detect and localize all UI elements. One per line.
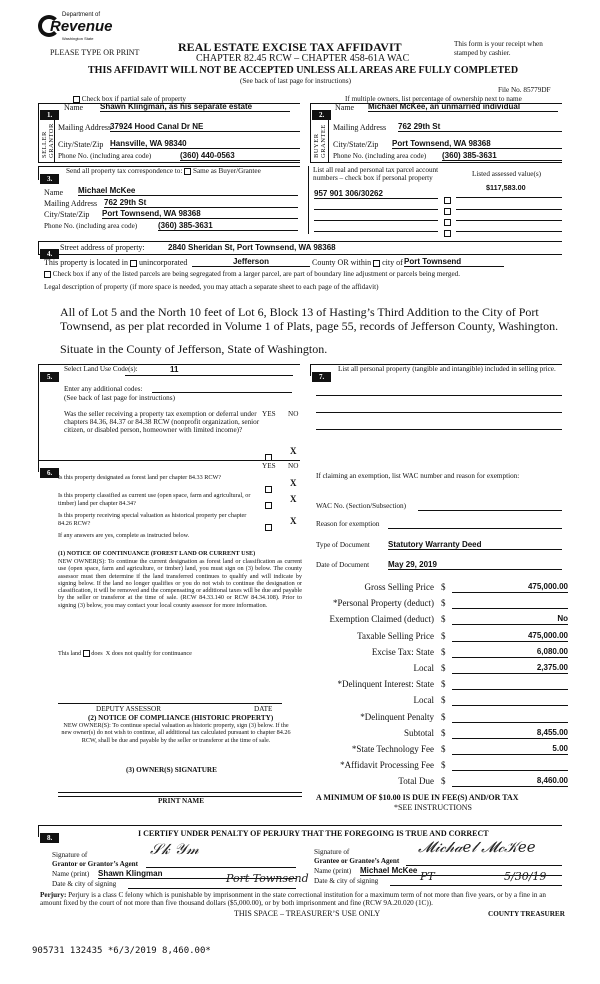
- tax-row-label: *Delinquent Interest: State: [337, 679, 434, 689]
- current-use-question: Is this property classified as current use (open space, farm and agricultural, or timber) land per chapter 84.34?: [58, 492, 251, 507]
- section-number: 1.: [40, 110, 59, 120]
- within: within: [350, 258, 372, 267]
- grantee-sig-date[interactable]: 5/30/19: [504, 870, 547, 883]
- seller-name-label: Name: [64, 103, 84, 112]
- cashier-stamp: 905731 132435 *6/3/2019 8,460.00*: [32, 946, 211, 956]
- street-value[interactable]: 2840 Sheridan St, Port Townsend, WA 98368: [168, 243, 336, 252]
- county-treasurer: COUNTY TREASURER: [488, 910, 565, 918]
- tax-row-value[interactable]: 8,460.00: [452, 776, 568, 787]
- does-label: does: [91, 650, 103, 657]
- grantor-name-value[interactable]: Shawn Klingman: [98, 869, 296, 879]
- tax-row-currency: $: [441, 679, 446, 689]
- file-number: File No. 85779DF: [498, 86, 551, 94]
- buyer-name-label: Name: [335, 103, 355, 112]
- tax-row-label: Exemption Claimed (deduct): [329, 614, 434, 624]
- tax-row-currency: $: [441, 744, 446, 754]
- doc-type-label: Type of Document: [316, 541, 370, 549]
- grantee-sig-label-2: Grantee or Grantee’s Agent: [314, 857, 400, 865]
- tax-row-currency: $: [441, 728, 446, 738]
- tax-row-value[interactable]: No: [452, 614, 568, 625]
- perjury-text: Perjury is a class C felony which is punishable by imprisonment in the state correctional institution for a maximum term of not more than five years, or by a fine in an amount fixed by the court of not more than five thousand dollars ($5,000.00), or by both imprisonment and fine (RCW 9A.20.020 (1C)).: [40, 891, 546, 907]
- doc-date-value[interactable]: May 29, 2019: [388, 560, 562, 570]
- tax-row-label: Excise Tax: State: [371, 647, 434, 657]
- multiple-owners-note: If multiple owners, list percentage of ownership next to name: [345, 95, 522, 103]
- buyer-address-value[interactable]: 762 29th St: [398, 122, 562, 132]
- notice1-title: (1) NOTICE OF CONTINUANCE (FOREST LAND OR CURRENT USE): [58, 550, 256, 557]
- section-number: 7.: [312, 372, 331, 382]
- forest-land-question: Is this property designated as forest land per chapter 84.33 RCW?: [58, 474, 222, 481]
- section-number: 4.: [40, 249, 59, 259]
- grantor-date-city[interactable]: Port Townsend: [226, 872, 309, 885]
- buyer-city-label: City/State/Zip: [333, 140, 379, 149]
- assessed-label: Listed assessed value(s): [472, 170, 542, 178]
- tax-row-value[interactable]: [452, 679, 568, 690]
- q3-no-answer[interactable]: X: [290, 516, 297, 526]
- wac-no-label: WAC No. (Section/Subsection): [316, 502, 407, 510]
- agency-line: Department of: [62, 12, 101, 18]
- located-prefix: This property is located in: [44, 258, 128, 267]
- seller-city-value[interactable]: Hansville, WA 98340: [110, 139, 300, 149]
- tax-row-label: Local: [413, 695, 434, 705]
- legal-description[interactable]: All of Lot 5 and the North 10 feet of Lot 6, Block 13 of Hasting’s Third Addition to the City of Port Townsend, as per plat recorded in Volume 1 of Plats, page 55, records of Jefferson County, Washington.: [60, 305, 559, 333]
- print-name-label: PRINT NAME: [158, 797, 204, 805]
- partial-sale-label: Check box if partial sale of property: [81, 95, 186, 103]
- warning-banner: THIS AFFIDAVIT WILL NOT BE ACCEPTED UNLESS ALL AREAS ARE FULLY COMPLETED: [88, 65, 519, 76]
- section-number: 8.: [40, 833, 59, 843]
- print-note: PLEASE TYPE OR PRINT: [50, 48, 140, 57]
- same-as-checkbox[interactable]: [184, 168, 191, 175]
- tax-row-label: Local: [413, 663, 434, 673]
- county-or-line: [312, 258, 403, 267]
- correspondence-text: Send all property tax correspondence to:: [66, 167, 183, 175]
- yes-header-6: YES: [262, 462, 276, 470]
- parcels-label: List all real and personal tax parcel account numbers – check box if personal property: [313, 166, 439, 182]
- corr-city-label: City/State/Zip: [44, 210, 90, 219]
- located-line: [44, 258, 187, 267]
- county-value[interactable]: Jefferson: [192, 257, 310, 267]
- checkbox-icon[interactable]: [73, 96, 80, 103]
- section-number: 6.: [40, 468, 59, 478]
- answers-note: If any answers are yes, complete as instructed below.: [58, 532, 190, 539]
- corr-phone-label: Phone No. (including area code): [44, 222, 138, 230]
- deputy-assessor-label: DEPUTY ASSESSOR: [96, 705, 162, 713]
- perjury-label: Perjury:: [40, 891, 67, 899]
- tax-row-currency: $: [441, 695, 446, 705]
- doc-type-value[interactable]: Statutory Warranty Deed: [388, 540, 562, 550]
- section-number: 3.: [40, 174, 59, 184]
- land-use-value[interactable]: 11: [170, 365, 179, 374]
- section-number: 2.: [312, 110, 331, 120]
- tax-row-value[interactable]: 6,080.00: [452, 647, 568, 658]
- tax-row-value[interactable]: 475,000.00: [452, 631, 568, 642]
- parcel-checkbox-4[interactable]: [444, 224, 451, 242]
- notice2-title: (2) NOTICE OF COMPLIANCE (HISTORIC PROPERTY): [88, 714, 274, 722]
- exemption-no-answer[interactable]: X: [290, 446, 297, 456]
- tax-row-currency: $: [441, 614, 446, 624]
- section-number: 5.: [40, 372, 59, 382]
- tax-row-value[interactable]: [452, 712, 568, 723]
- county-or: County OR: [312, 258, 349, 267]
- seller-phone-label: Phone No. (including area code): [58, 152, 152, 160]
- doc-date-label: Date of Document: [316, 561, 370, 569]
- corr-phone-value[interactable]: (360) 385-3631: [158, 221, 298, 231]
- date-label: DATE: [254, 705, 273, 713]
- tax-row-value[interactable]: [452, 695, 568, 706]
- tax-row-currency: $: [441, 647, 446, 657]
- tax-row-currency: $: [441, 712, 446, 722]
- grantor-sig-label-2: Grantor or Grantor’s Agent: [52, 860, 139, 868]
- agency-state: Washington State: [62, 36, 94, 41]
- seller-address-label: Mailing Address: [58, 123, 112, 132]
- corr-address-label: Mailing Address: [44, 199, 98, 208]
- tax-row-currency: $: [441, 598, 446, 608]
- exemption-question: Was the seller receiving a property tax exemption or deferral under chapters 84.36, 84.37 or 84.38 RCW (nonprofit organization, senior citizen, or disabled person, homeowner with limited income)?: [64, 410, 260, 434]
- correspondence-label: [66, 167, 261, 175]
- seller-name-value[interactable]: Shawn Klingman, as his separate estate: [100, 102, 290, 112]
- notice1-text: NEW OWNER(S): To continue the current designation as forest land or classification as current use (open space, farm and agriculture, or timber) land, you must sign on (3) below. The county assessor must then determine if the land transferred continues to qualify and will indicate by signing below. If the land no longer qualifies or you do not wish to continue the designation or classification, it will be removed and the compensating or additional taxes will be due and payable by the seller or transferor at the time of sale. (RCW 84.33.140 or RCW 84.34.108). Prior to signing (3) below, you may contact your local county assessor for more information.: [58, 558, 302, 609]
- unincorporated-checkbox[interactable]: [130, 260, 137, 267]
- unincorporated-label: unincorporated: [138, 258, 188, 267]
- assessed-value[interactable]: $117,583.00: [486, 183, 526, 192]
- tax-row-currency: $: [441, 776, 446, 786]
- tax-row-value[interactable]: 5.00: [452, 744, 568, 755]
- tax-row-currency: $: [441, 760, 446, 770]
- situate-text[interactable]: Situate in the County of Jefferson, State of Washington.: [60, 342, 328, 356]
- buyer-phone-value[interactable]: (360) 385-3631: [442, 151, 562, 161]
- grantor-date-label: Date & city of signing: [52, 880, 117, 888]
- does-checkbox[interactable]: [83, 650, 90, 657]
- agency-name: Revenue: [50, 18, 113, 35]
- tax-row-value[interactable]: 2,375.00: [452, 663, 568, 674]
- grantor-name-label: Name (print): [52, 870, 90, 878]
- seller-side-label: SELLER GRANTOR: [41, 123, 55, 158]
- grantee-name-value[interactable]: Michael McKee: [360, 866, 562, 876]
- land-use-label: Select Land Use Code(s):: [64, 365, 138, 373]
- city-value[interactable]: Port Townsend: [404, 257, 504, 267]
- tax-row-label: *Delinquent Penalty: [360, 712, 434, 722]
- reason-label: Reason for exemption: [316, 520, 380, 528]
- tax-row-label: Total Due: [398, 776, 434, 786]
- tax-row-value[interactable]: 475,000.00: [452, 582, 568, 593]
- exemption-wac-label: If claiming an exemption, list WAC number and reason for exemption:: [316, 472, 520, 480]
- buyer-name-value[interactable]: Michael McKee, an unmarried individual: [368, 102, 558, 112]
- tax-row-currency: $: [441, 663, 446, 673]
- additional-codes-label: Enter any additional codes:: [64, 385, 143, 393]
- corr-name-value[interactable]: Michael McKee: [78, 186, 298, 196]
- city-checkbox[interactable]: [373, 260, 380, 267]
- tax-row-label: *State Technology Fee: [351, 744, 434, 754]
- corr-city-value[interactable]: Port Townsend, WA 98368: [102, 209, 298, 219]
- owner-signature-label: (3) OWNER(S) SIGNATURE: [126, 766, 217, 774]
- does-not-label: X does not: [105, 650, 133, 657]
- grantee-date-label: Date & city of signing: [314, 877, 379, 885]
- grantee-sig-place[interactable]: PT: [420, 870, 435, 883]
- see-instructions: *SEE INSTRUCTIONS: [394, 803, 473, 812]
- tax-row-value[interactable]: 8,455.00: [452, 728, 568, 739]
- tax-row-label: *Personal Property (deduct): [333, 598, 434, 608]
- no-header-6: NO: [288, 462, 299, 470]
- q2-yes-box[interactable]: [265, 496, 272, 514]
- tax-row-label: Subtotal: [403, 728, 434, 738]
- no-header: NO: [288, 410, 299, 418]
- certify-text: I CERTIFY UNDER PENALTY OF PERJURY THAT THE FOREGOING IS TRUE AND CORRECT: [138, 829, 489, 838]
- q1-no-answer[interactable]: X: [290, 478, 297, 488]
- see-back-5: (See back of last page for instructions): [64, 394, 175, 402]
- personal-property-label: List all personal property (tangible and intangible) included in selling price.: [338, 365, 556, 373]
- street-label: Street address of property:: [60, 243, 145, 252]
- this-land: This land: [58, 650, 82, 657]
- buyer-city-value[interactable]: Port Townsend, WA 98368: [392, 139, 562, 149]
- tax-row-currency: $: [441, 631, 446, 641]
- tax-row-currency: $: [441, 582, 446, 592]
- city-of: city of: [382, 258, 403, 267]
- parcel-number[interactable]: 957 901 306/30262: [314, 189, 438, 199]
- receipt-note: This form is your receipt when stamped by cashier.: [454, 40, 543, 57]
- minimum-fee-note: A MINIMUM OF $10.00 IS DUE IN FEE(S) AND/OR TAX: [316, 793, 519, 802]
- form-title: REAL ESTATE EXCISE TAX AFFIDAVIT: [178, 40, 402, 54]
- q3-yes-box[interactable]: [265, 518, 272, 536]
- grantee-name-label: Name (print): [314, 867, 352, 875]
- segregated-label: Check box if any of the listed parcels are being segregated from a larger parcel, are part of boundary line adjustment or parcels being merged.: [52, 270, 461, 278]
- historic-question: Is this property receiving special valuation as historical property per chapter 84.26 RCW?: [58, 512, 247, 527]
- grantee-signature[interactable]: 𝓜𝒾𝒸𝒽𝒶𝑒𝓁 𝓜𝒸𝒦𝑒𝑒: [418, 838, 536, 856]
- corr-address-value[interactable]: 762 29th St: [104, 198, 298, 208]
- tax-row-label: Taxable Selling Price: [357, 631, 434, 641]
- corr-name-label: Name: [44, 188, 64, 197]
- grantee-sig-label-1: Signature of: [314, 848, 350, 856]
- form-chapter: CHAPTER 82.45 RCW – CHAPTER 458-61A WAC: [196, 53, 410, 64]
- buyer-side-label: BUYER GRANTEE: [313, 124, 327, 158]
- tax-row-value[interactable]: [452, 598, 568, 609]
- yes-header: YES: [262, 410, 276, 418]
- tax-row-value[interactable]: [452, 760, 568, 771]
- q2-no-answer[interactable]: X: [290, 494, 297, 504]
- grantor-signature[interactable]: 𝒮𝓀 𝒴𝓂: [150, 840, 199, 858]
- seller-address-value[interactable]: 37924 Hood Canal Dr NE: [110, 122, 300, 132]
- notice2-text: NEW OWNER(S): To continue special valuation as historic property, sign (3) below. If the new owner(s) do not wish to continue, all additional tax calculated pursuant to chapter 84.26 RCW, shall be due and payable by the seller or transferor at the time of sale.: [61, 722, 291, 744]
- revenue-logo: [38, 12, 113, 42]
- treasurer-space: THIS SPACE – TREASURER’S USE ONLY: [234, 909, 381, 918]
- seller-phone-value[interactable]: (360) 440-0563: [180, 151, 300, 161]
- legal-label: Legal description of property (if more space is needed, you may attach a separate sheet to each page of the affidavit): [44, 283, 379, 291]
- perjury-note: [40, 891, 564, 907]
- tax-row-label: Gross Selling Price: [364, 582, 434, 592]
- seller-city-label: City/State/Zip: [58, 140, 104, 149]
- tax-row-label: *Affidavit Processing Fee: [340, 760, 434, 770]
- same-as-label: Same as Buyer/Grantee: [192, 167, 261, 175]
- see-back-note: (See back of last page for instructions): [240, 77, 351, 85]
- buyer-address-label: Mailing Address: [333, 123, 387, 132]
- qualify-label: qualify for continuance: [134, 650, 192, 657]
- buyer-phone-label: Phone No. (including area code): [333, 152, 427, 160]
- land-continuance: [58, 650, 192, 657]
- segregated-checkbox[interactable]: [44, 270, 460, 278]
- checkbox-icon[interactable]: [44, 271, 51, 278]
- grantor-sig-label-1: Signature of: [52, 851, 88, 859]
